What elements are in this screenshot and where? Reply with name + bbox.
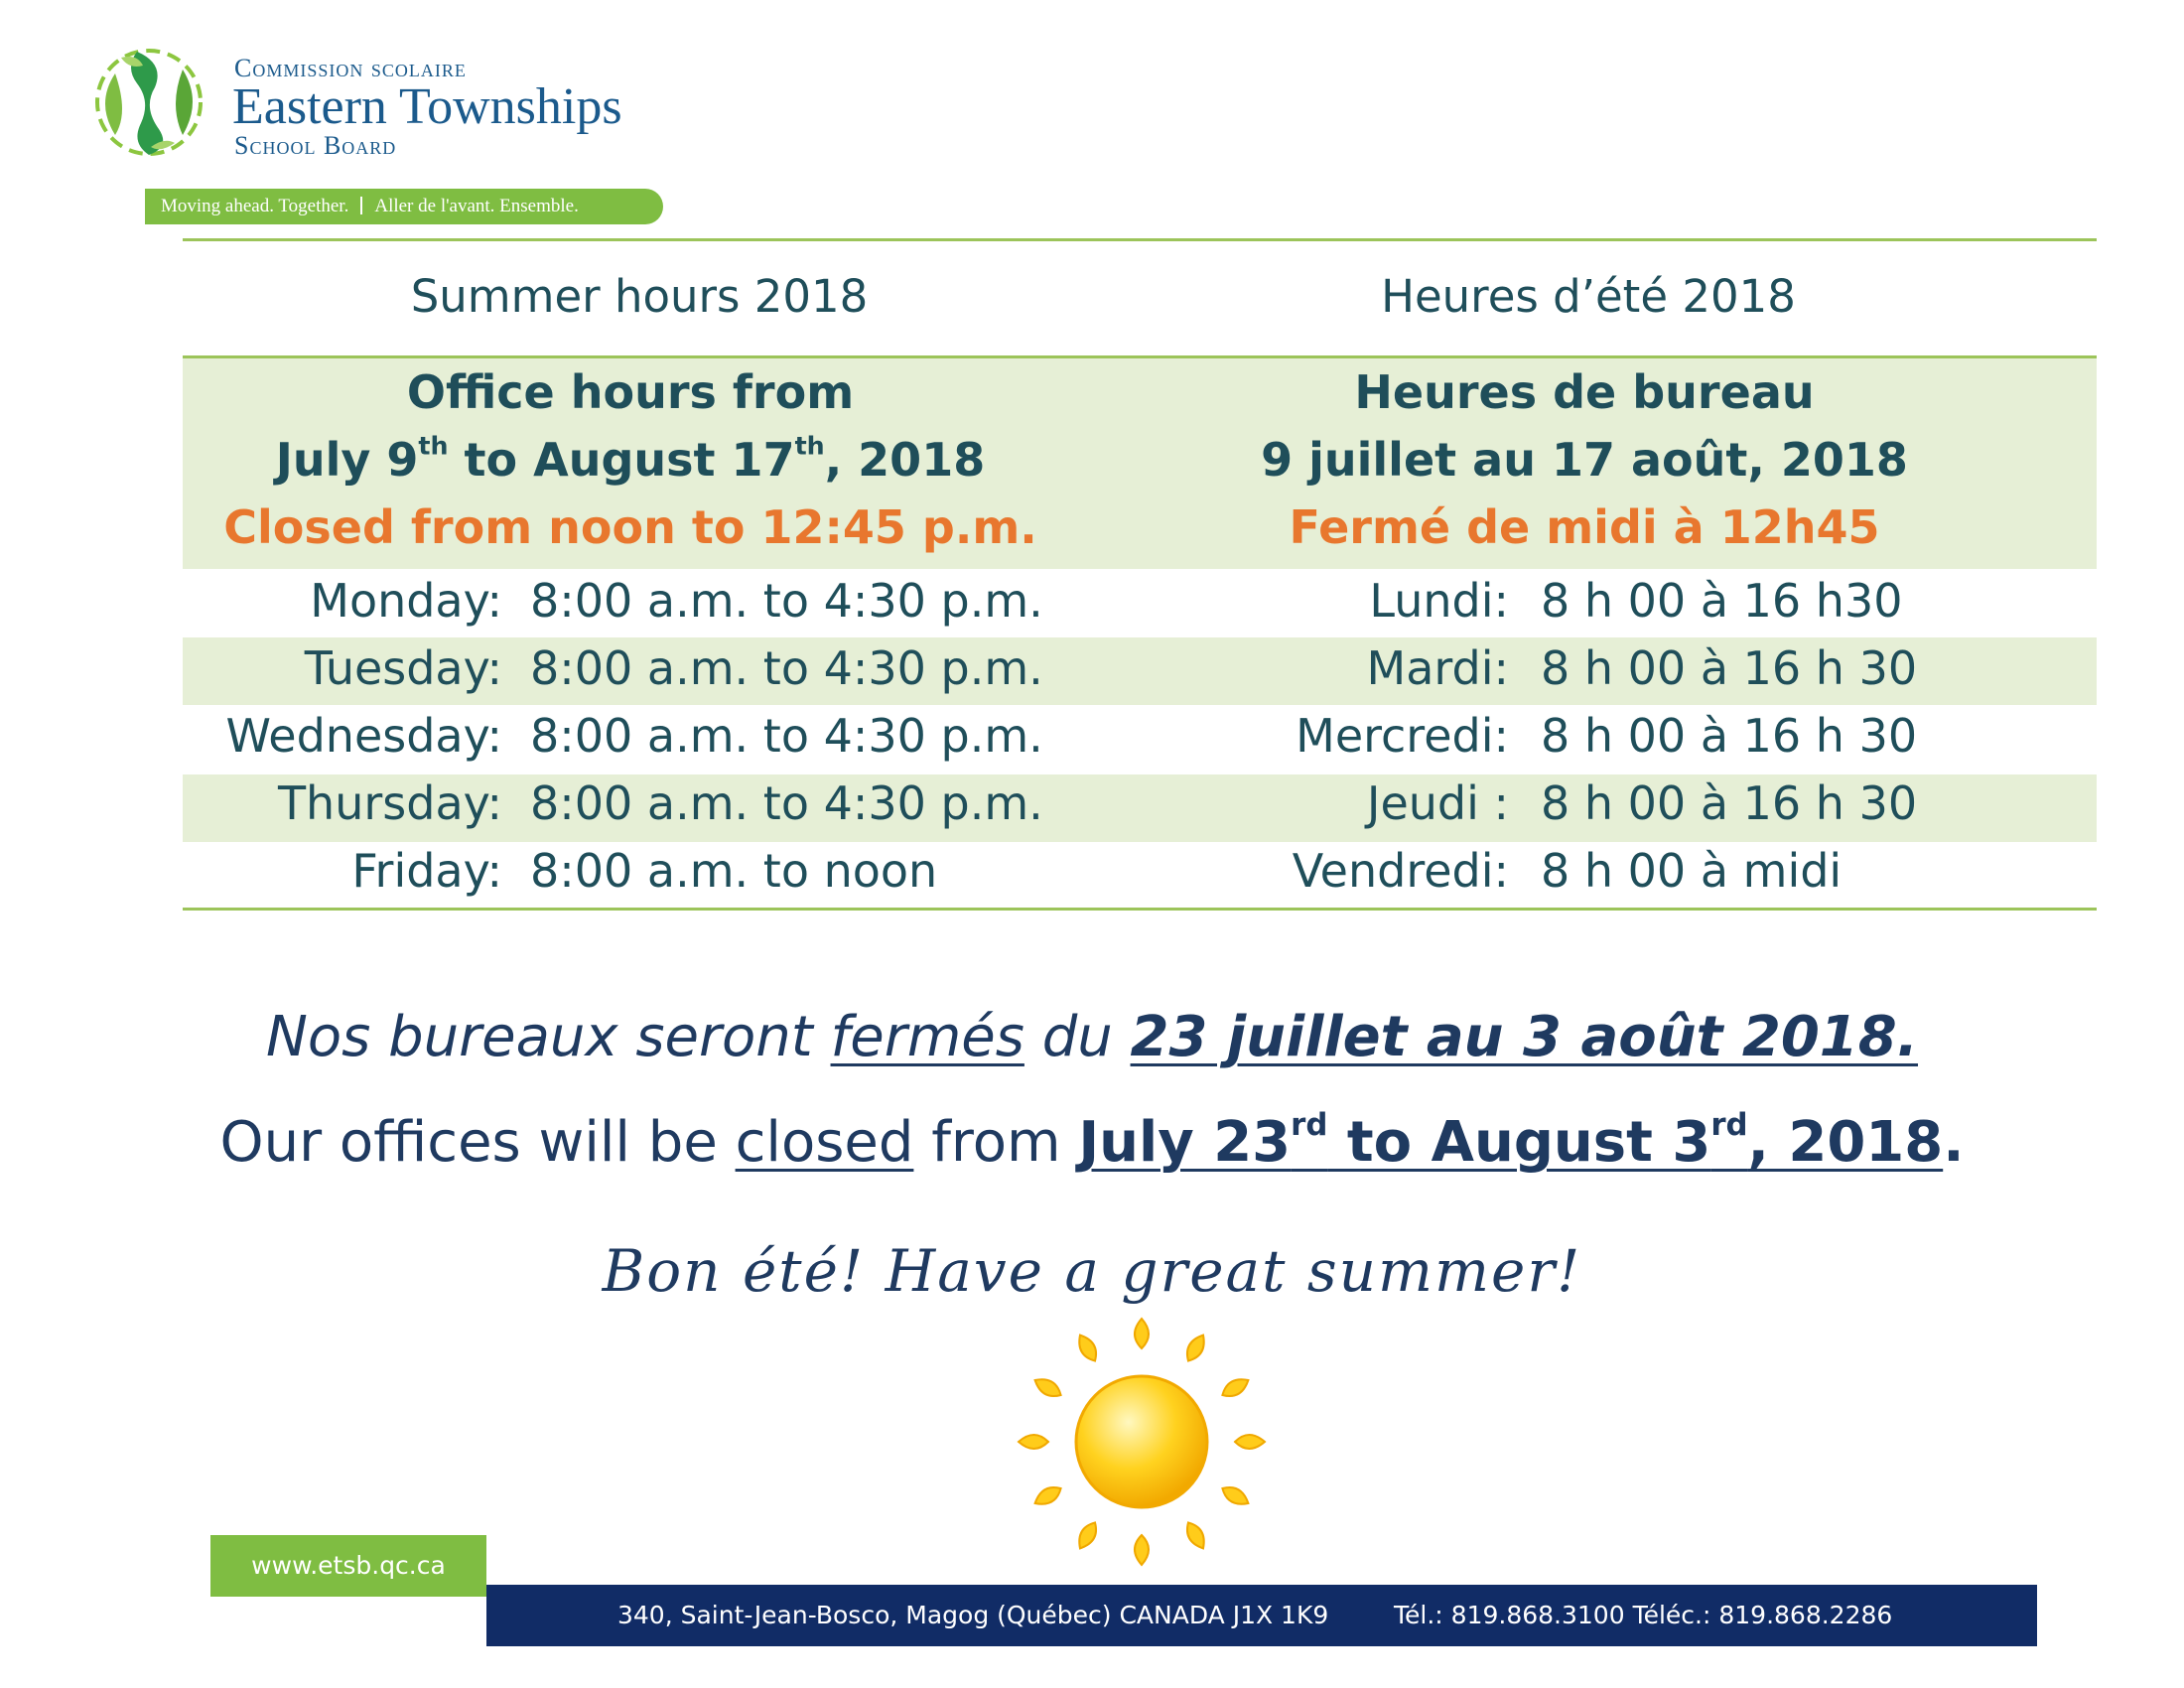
sun-icon xyxy=(1013,1313,1271,1571)
hours-fr-vendredi: 8 h 00 à midi xyxy=(1541,844,1843,898)
period-fr-dates: 9 juillet au 17 août, 2018 xyxy=(1261,433,1908,487)
day-fr-mardi: Mardi: xyxy=(1366,641,1509,695)
day-en-tuesday: Tuesday: xyxy=(304,641,502,695)
closure-notice-en: Our offices will be closed from July 23rd to August 3rd, 2018. xyxy=(219,1106,1965,1175)
hours-fr-jeudi: 8 h 00 à 16 h 30 xyxy=(1541,776,1918,830)
hours-en-friday: 8:00 a.m. to noon xyxy=(530,844,938,898)
day-fr-vendredi: Vendredi: xyxy=(1292,844,1509,898)
hours-en-tuesday: 8:00 a.m. to 4:30 p.m. xyxy=(530,641,1043,695)
tagline-banner xyxy=(145,189,663,224)
hours-en-monday: 8:00 a.m. to 4:30 p.m. xyxy=(530,574,1043,628)
hours-en-thursday: 8:00 a.m. to 4:30 p.m. xyxy=(530,776,1043,830)
school-board-logo-icon xyxy=(85,44,212,161)
day-en-friday: Friday: xyxy=(351,844,502,898)
tagline-en: Moving ahead. Together. xyxy=(161,196,349,216)
website-link[interactable]: www.etsb.qc.ca xyxy=(210,1535,486,1597)
logo-line-3: School Board xyxy=(234,131,397,160)
tagline-separator xyxy=(360,197,362,214)
hours-fr-mardi: 8 h 00 à 16 h 30 xyxy=(1541,641,1918,695)
day-en-thursday: Thursday: xyxy=(277,776,502,830)
logo-line-1: Commission scolaire xyxy=(234,54,467,82)
phone-fax-text: Tél.: 819.868.3100 Téléc.: 819.868.2286 xyxy=(1394,1601,1893,1629)
day-fr-jeudi: Jeudi : xyxy=(1366,776,1509,830)
day-en-wednesday: Wednesday: xyxy=(225,709,502,763)
day-fr-lundi: Lundi: xyxy=(1369,574,1509,628)
period-en-dates: July 9th to August 17th, 2018 xyxy=(275,431,986,487)
day-en-monday: Monday: xyxy=(310,574,502,628)
logo-line-2: Eastern Townships xyxy=(232,78,622,135)
period-en-line1: Office hours from xyxy=(406,365,855,419)
table-top-rule xyxy=(183,238,2097,241)
heading-en: Summer hours 2018 xyxy=(410,270,869,323)
heading-fr: Heures d’été 2018 xyxy=(1381,270,1796,323)
address-bar xyxy=(486,1585,2037,1646)
hours-fr-mercredi: 8 h 00 à 16 h 30 xyxy=(1541,709,1918,763)
closure-notice-fr: Nos bureaux seront fermés du 23 juillet au 3 août 2018. xyxy=(265,1005,1919,1069)
day-fr-mercredi: Mercredi: xyxy=(1296,709,1509,763)
period-fr-line1: Heures de bureau xyxy=(1354,365,1815,419)
period-fr-closed: Fermé de midi à 12h45 xyxy=(1289,500,1880,554)
period-en-closed: Closed from noon to 12:45 p.m. xyxy=(223,500,1037,554)
table-bottom-rule xyxy=(183,908,2097,911)
farewell-message: Bon été! Have a great summer! xyxy=(602,1237,1582,1305)
hours-en-wednesday: 8:00 a.m. to 4:30 p.m. xyxy=(530,709,1043,763)
hours-fr-lundi: 8 h 00 à 16 h30 xyxy=(1541,574,1903,628)
tagline-fr: Aller de l'avant. Ensemble. xyxy=(374,196,579,216)
address-text: 340, Saint-Jean-Bosco, Magog (Québec) CANADA J1X 1K9 xyxy=(617,1601,1329,1629)
